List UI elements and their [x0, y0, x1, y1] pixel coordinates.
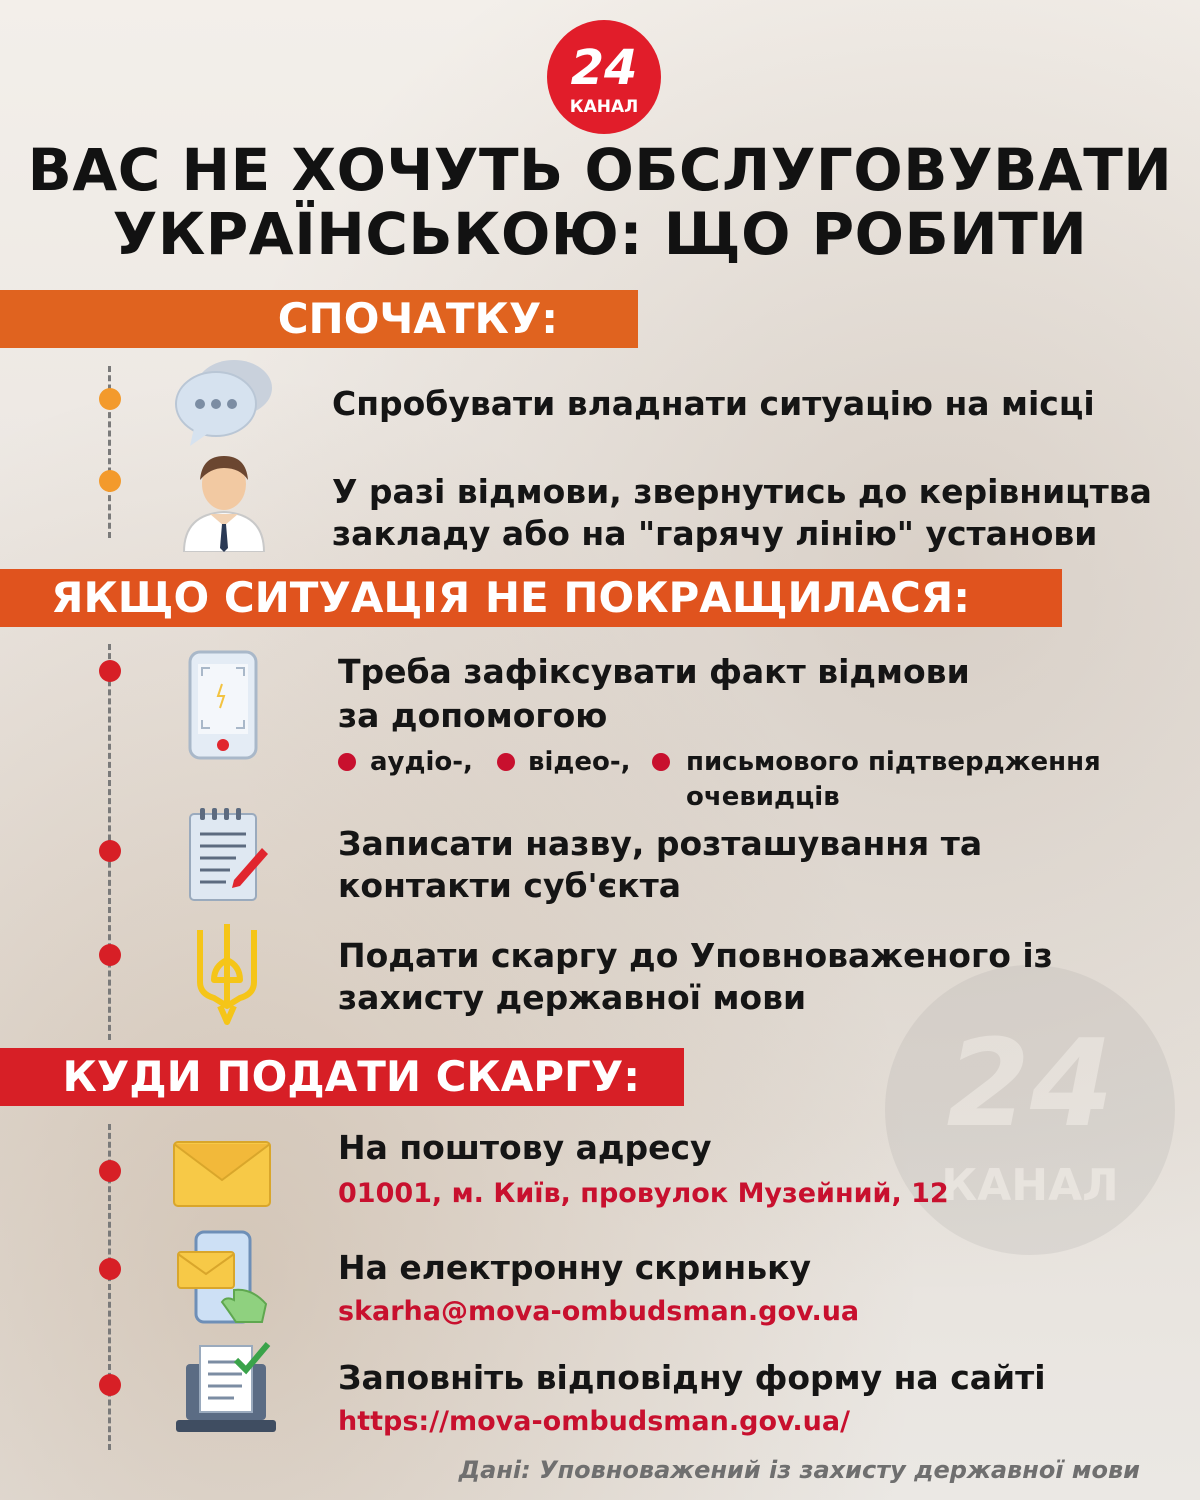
- step-text: Спробувати владнати ситуацію на місці: [332, 384, 1095, 423]
- step-text-line-1: Треба зафіксувати факт відмови: [338, 652, 970, 691]
- email-address[interactable]: skarha@mova-ombudsman.gov.ua: [338, 1296, 860, 1327]
- timeline-dot: [99, 660, 121, 682]
- option-bullet: [497, 753, 515, 771]
- svg-text:24: 24: [946, 1015, 1114, 1154]
- title-line-2: УКРАЇНСЬКОЮ: ЩО РОБИТИ: [112, 200, 1088, 268]
- envelope-icon: [172, 1140, 272, 1208]
- timeline-dot: [99, 1160, 121, 1182]
- notepad-pen-icon: [186, 806, 270, 902]
- option-bullet: [338, 753, 356, 771]
- smartphone-record-icon: [188, 650, 258, 760]
- timeline-dot: [99, 1258, 121, 1280]
- postal-address: 01001, м. Київ, провулок Музейний, 12: [338, 1178, 949, 1209]
- step-text-line-1: У разі відмови, звернутись до керівництва: [332, 472, 1152, 511]
- step-text-line-2: контакти суб'єкта: [338, 866, 681, 905]
- step-text-line-1: Подати скаргу до Уповноваженого із: [338, 936, 1053, 975]
- channel-24-logo: [545, 18, 663, 136]
- option-audio: аудіо-,: [370, 747, 473, 777]
- method-text: На поштову адресу: [338, 1128, 712, 1167]
- laptop-form-icon: [176, 1342, 276, 1438]
- timeline-dot: [99, 1374, 121, 1396]
- logo-number: 24: [570, 40, 638, 96]
- step-text-line-1: Записати назву, розташування та: [338, 824, 983, 863]
- chat-bubbles-icon: [172, 356, 276, 448]
- logo-name: КАНАЛ: [569, 97, 639, 117]
- phone-email-icon: [176, 1230, 270, 1324]
- section-heading-second: ЯКЩО СИТУАЦІЯ НЕ ПОКРАЩИЛАСЯ:: [0, 569, 1062, 627]
- option-written: письмового підтвердження: [686, 747, 1101, 777]
- watermark-logo: [880, 960, 1180, 1260]
- svg-text:КАНАЛ: КАНАЛ: [941, 1160, 1119, 1211]
- option-bullet: [652, 753, 670, 771]
- step-text-line-2: захисту державної мови: [338, 978, 807, 1017]
- timeline-dot: [99, 944, 121, 966]
- timeline-dot: [99, 840, 121, 862]
- timeline-dot: [99, 388, 121, 410]
- source-note: Дані: Уповноважений із захисту державної мови: [458, 1456, 1140, 1484]
- method-text: На електронну скриньку: [338, 1248, 812, 1287]
- website-url[interactable]: https://mova-ombudsman.gov.ua/: [338, 1406, 850, 1437]
- trident-icon: [192, 920, 262, 1026]
- step-text-line-2: закладу або на "гарячу лінію" установи: [332, 514, 1098, 553]
- section-heading-third: КУДИ ПОДАТИ СКАРГУ:: [0, 1048, 684, 1106]
- title-line-1: ВАС НЕ ХОЧУТЬ ОБСЛУГОВУВАТИ: [27, 136, 1173, 204]
- section-heading-first: СПОЧАТКУ:: [0, 290, 638, 348]
- option-video: відео-,: [528, 747, 631, 777]
- option-written-cont: очевидців: [686, 782, 840, 812]
- step-text-line-2: за допомогою: [338, 696, 608, 735]
- method-text: Заповніть відповідну форму на сайті: [338, 1358, 1046, 1397]
- timeline-dot: [99, 470, 121, 492]
- manager-person-icon: [180, 448, 268, 552]
